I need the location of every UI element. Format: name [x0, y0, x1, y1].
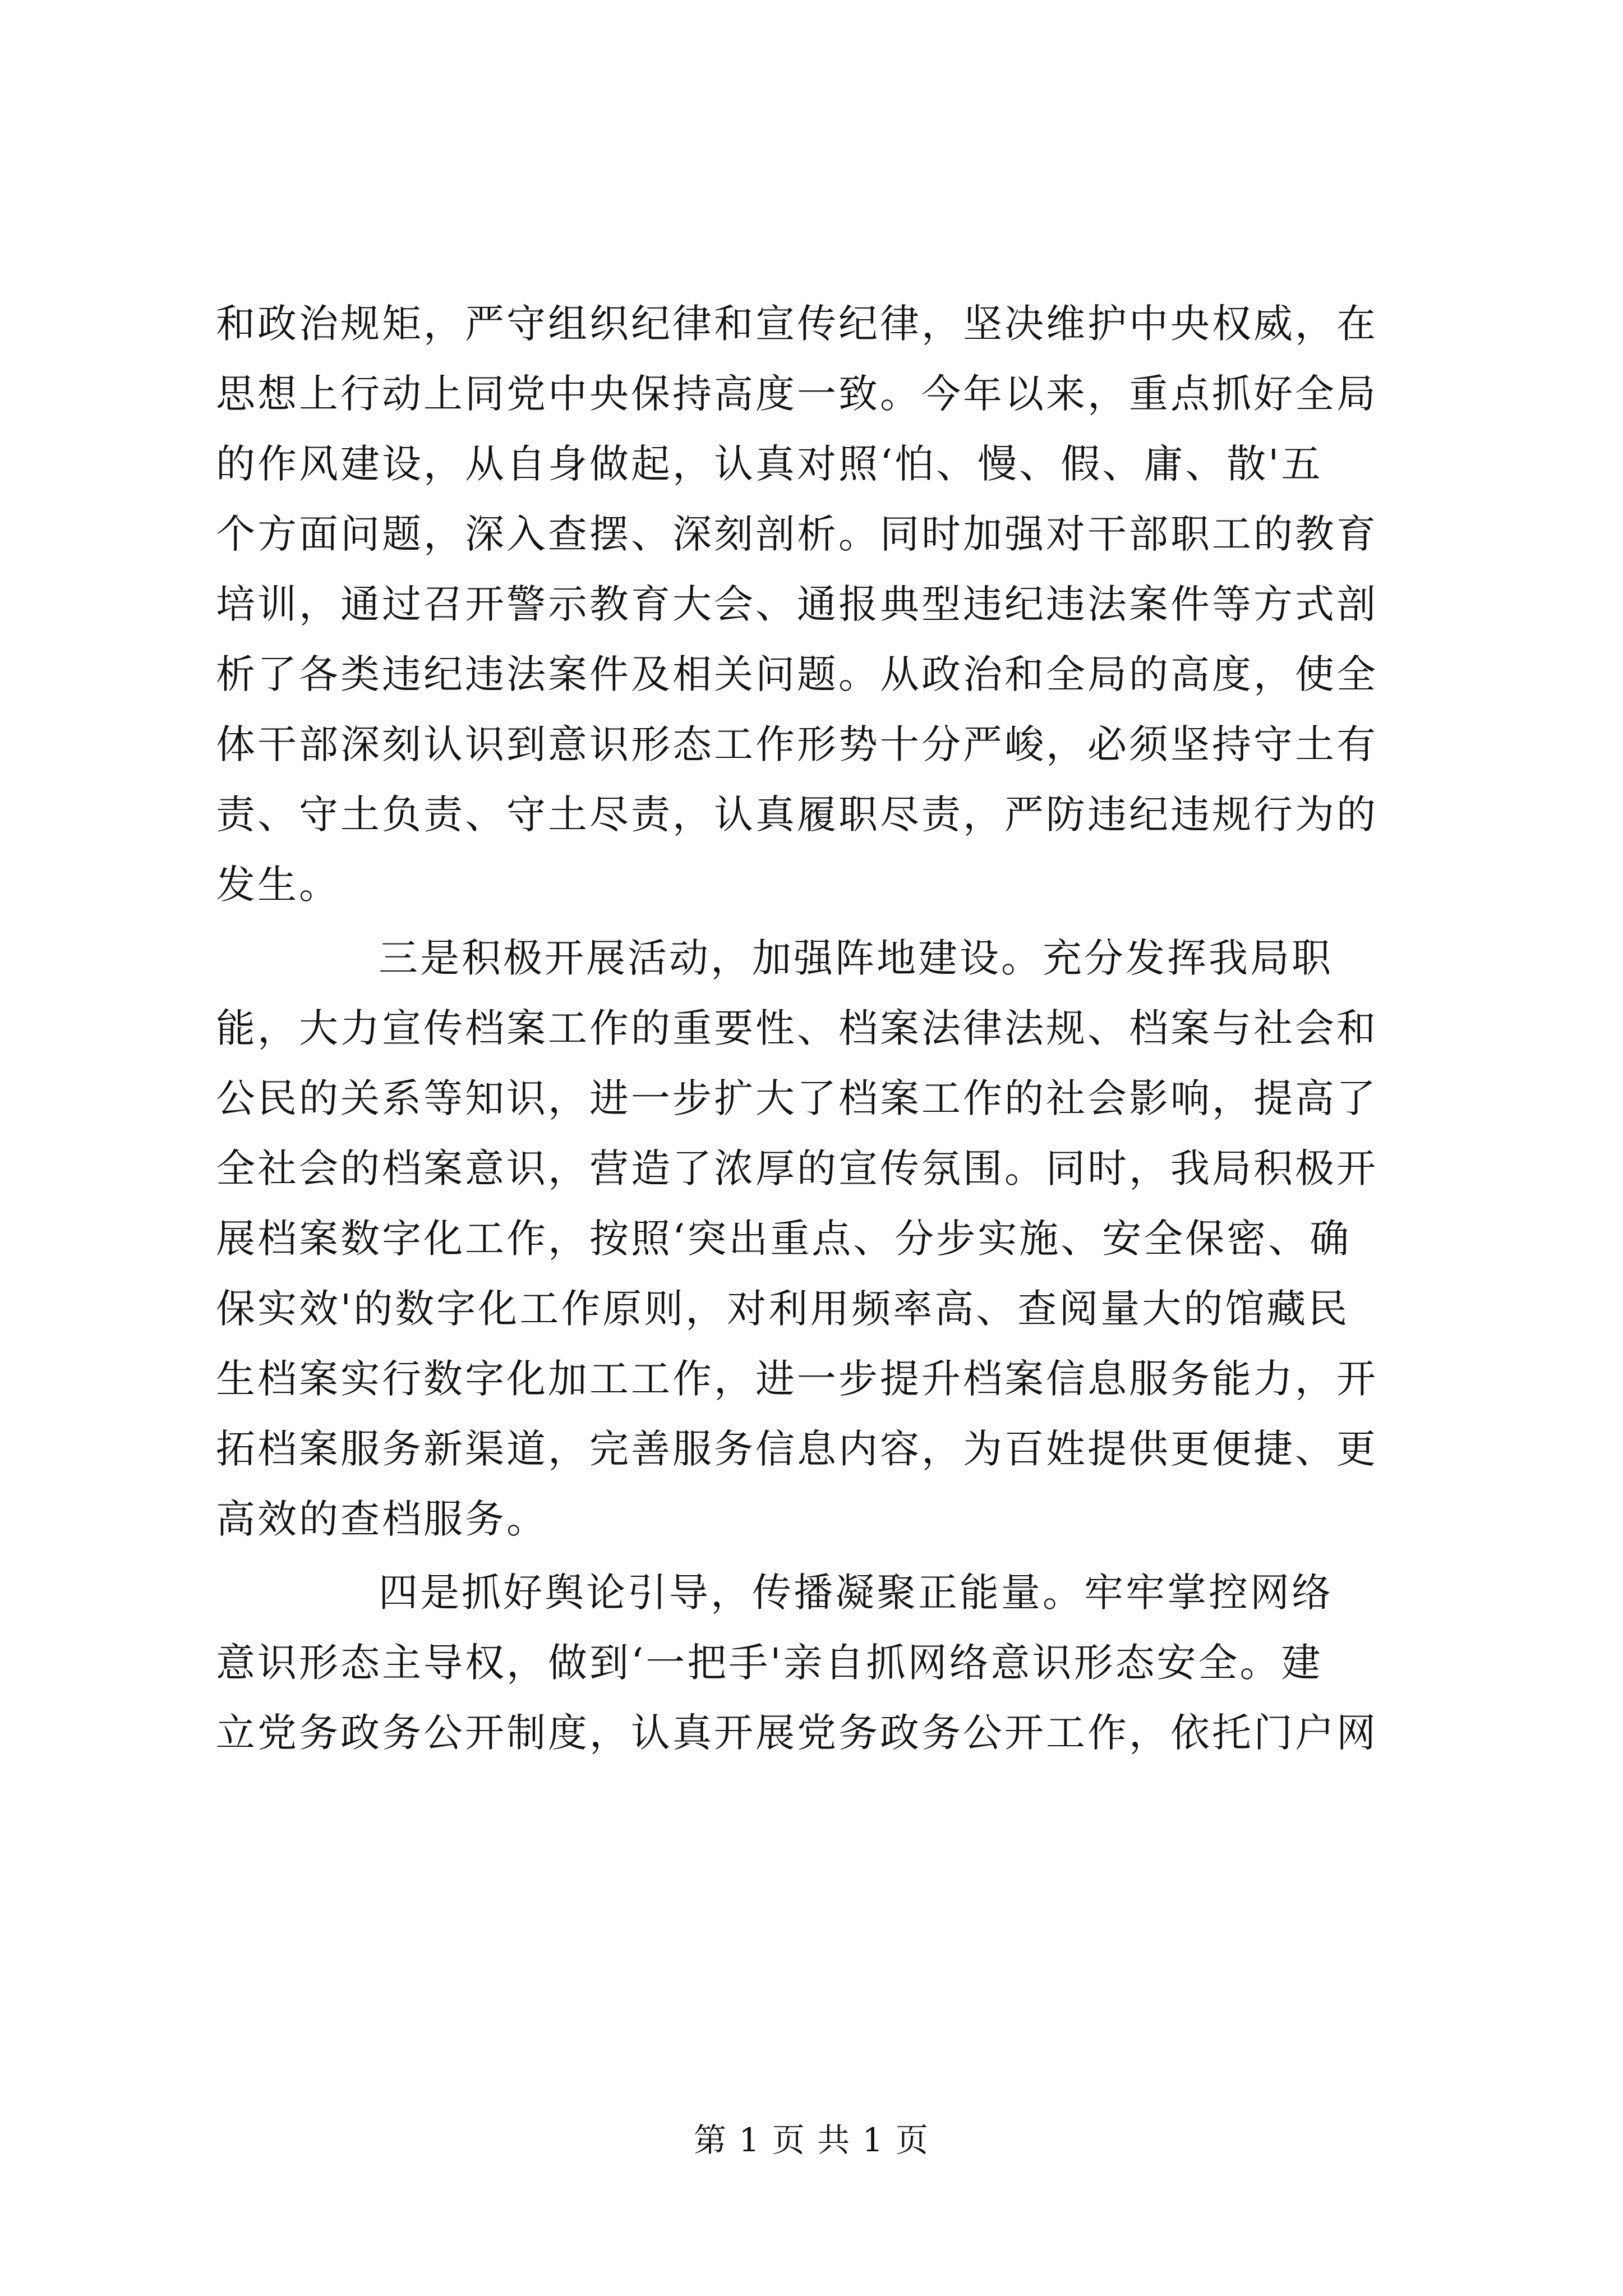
- text-line: 体干部深刻认识到意识形态工作形势十分严峻，必须坚持守土有: [216, 721, 1378, 767]
- text-line: 生档案实行数字化加工工作，进一步提升档案信息服务能力，开: [216, 1356, 1378, 1402]
- paragraph-1: [216, 289, 1416, 920]
- body-text: [216, 289, 1416, 1768]
- text-line: 析了各类违纪违法案件及相关问题。从政治和全局的高度，使全: [216, 651, 1378, 697]
- text-line: 四是抓好舆论引导，传播凝聚正能量。牢牢掌控网络: [379, 1570, 1333, 1616]
- text-line: 的作风建设，从自身做起，认真对照‘怕、慢、假、庸、散'五: [216, 441, 1323, 487]
- page-number-label: 第 1 页 共 1 页: [694, 2121, 929, 2159]
- page-footer: [0, 2120, 1623, 2160]
- text-line: 个方面问题，深入查摆、深刻剖析。同时加强对干部职工的教育: [216, 511, 1378, 557]
- text-line: 培训，通过召开警示教育大会、通报典型违纪违法案件等方式剖: [216, 581, 1378, 627]
- text-line: 责、守土负责、守土尽责，认真履职尽责，严防违纪违规行为的: [216, 792, 1378, 838]
- paragraph-3: [216, 1558, 1416, 1768]
- text-line: 全社会的档案意识，营造了浓厚的宣传氛围。同时，我局积极开: [216, 1145, 1378, 1191]
- text-line: 展档案数字化工作，按照‘突出重点、分步实施、安全保密、确: [216, 1216, 1352, 1262]
- text-line: 保实效'的数字化工作原则，对利用频率高、查阅量大的馆藏民: [216, 1286, 1350, 1332]
- text-line: 和政治规矩，严守组织纪律和宣传纪律，坚决维护中央权威，在: [216, 301, 1378, 347]
- paragraph-2: [216, 923, 1416, 1554]
- text-line: 能，大力宣传档案工作的重要性、档案法律法规、档案与社会和: [216, 1005, 1378, 1051]
- text-line: 高效的查档服务。: [216, 1496, 548, 1542]
- text-line: 拓档案服务新渠道，完善服务信息内容，为百姓提供更便捷、更: [216, 1426, 1378, 1472]
- text-line: 思想上行动上同党中央保持高度一致。今年以来，重点抓好全局: [216, 371, 1378, 417]
- text-line: 立党务政务公开制度，认真开展党务政务公开工作，依托门户网: [216, 1710, 1378, 1756]
- text-line: 公民的关系等知识，进一步扩大了档案工作的社会影响，提高了: [216, 1075, 1378, 1121]
- text-line: 发生。: [216, 862, 340, 908]
- text-line: 三是积极开展活动，加强阵地建设。充分发挥我局职: [379, 935, 1333, 981]
- text-line: 意识形态主导权，做到‘一把手'亲自抓网络意识形态安全。建: [216, 1640, 1323, 1686]
